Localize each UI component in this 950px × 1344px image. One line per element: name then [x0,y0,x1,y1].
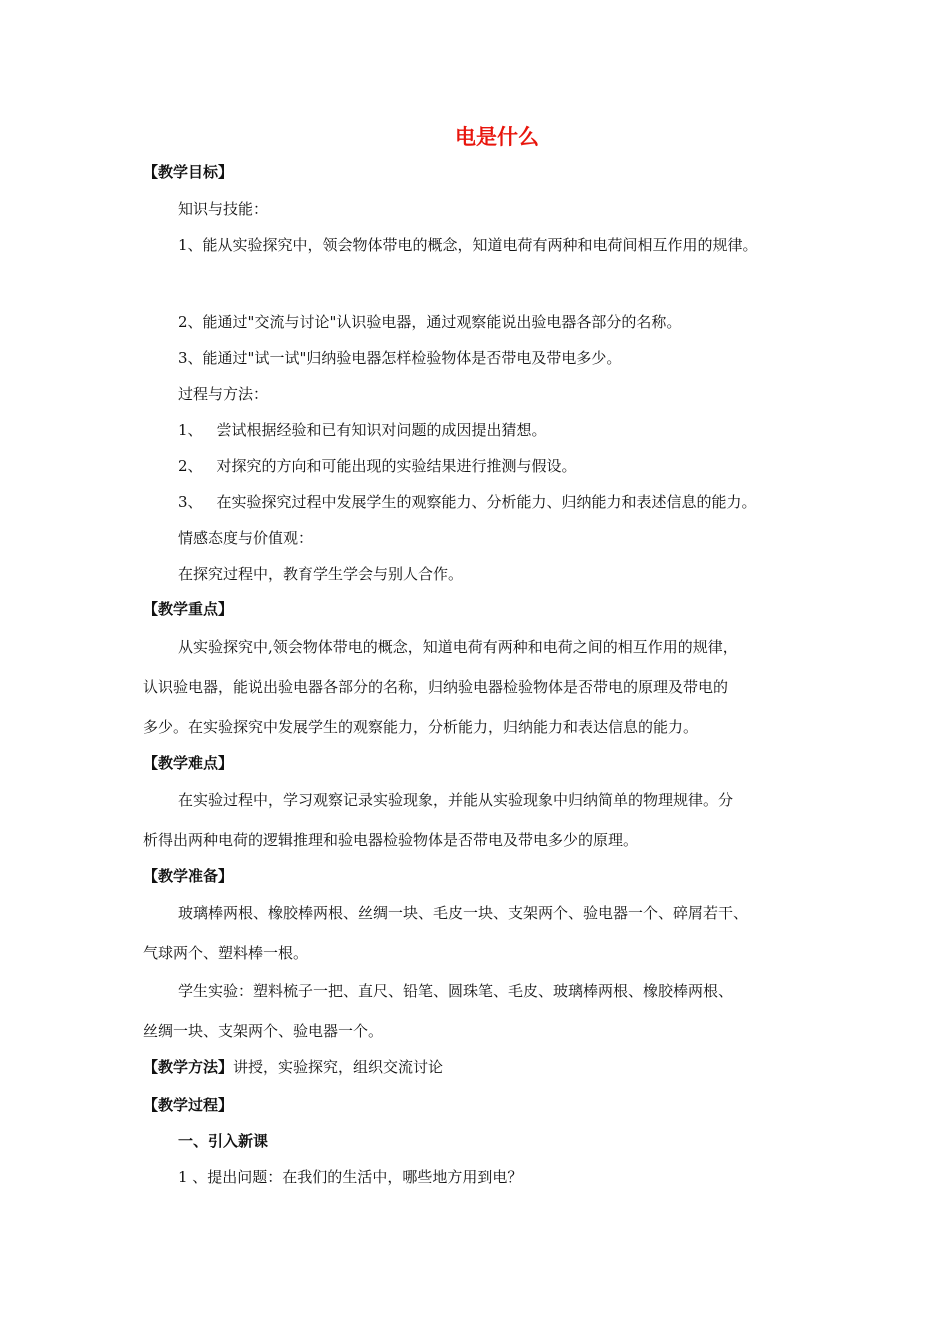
emotion-text: 在探究过程中，教育学生学会与别人合作。 [178,565,464,583]
key-line-1: 从实验探究中,领会物体带电的概念，知道电荷有两种和电荷之间的相互作用的规律， [178,638,738,656]
prep-line-3: 学生实验：塑料梳子一把、直尺、铅笔、圆珠笔、毛皮、玻璃棒两根、橡胶棒两根、 [178,982,734,1000]
difficulty-heading: 【教学难点】 [143,754,234,772]
process-item-2-text: 对探究的方向和可能出现的实验结果进行推测与假设。 [216,457,577,475]
method-text: 讲授，实验探究，组织交流讨论 [233,1058,444,1076]
process-item-1-text: 尝试根据经验和已有知识对问题的成因提出猜想。 [216,421,547,439]
process-title: 过程与方法： [178,385,269,403]
process-item-1-number: 1、 [178,421,203,439]
knowledge-item-2: 2、能通过"交流与讨论"认识验电器，通过观察能说出验电器各部分的名称。 [178,313,682,331]
difficulty-line-2: 析得出两种电荷的逻辑推理和验电器检验物体是否带电及带电多少的原理。 [143,831,639,849]
prep-line-2: 气球两个、塑料棒一根。 [143,944,309,962]
process-item-3-text: 在实验探究过程中发展学生的观察能力、分析能力、归纳能力和表述信息的能力。 [216,493,757,511]
knowledge-item-1: 1、能从实验探究中，领会物体带电的概念，知道电荷有两种和电荷间相互作用的规律。 [178,236,758,254]
section-1-title: 一、引入新课 [178,1132,269,1150]
key-heading: 【教学重点】 [143,600,234,618]
process-item-2 [178,455,577,477]
prep-line-1: 玻璃棒两根、橡胶棒两根、丝绸一块、毛皮一块、支架两个、验电器一个、碎屑若干、 [178,904,749,922]
process-item-2-number: 2、 [178,457,203,475]
key-line-3: 多少。在实验探究中发展学生的观察能力，分析能力，归纳能力和表达信息的能力。 [143,718,699,736]
knowledge-item-3: 3、能通过"试一试"归纳验电器怎样检验物体是否带电及带电多少。 [178,349,622,367]
process-item-3-number: 3、 [178,493,203,511]
key-line-2: 认识验电器，能说出验电器各部分的名称，归纳验电器检验物体是否带电的原理及带电的 [143,678,729,696]
knowledge-title: 知识与技能： [178,200,269,218]
method-line [143,1056,443,1078]
method-heading: 【教学方法】 [143,1058,234,1076]
emotion-title: 情感态度与价值观： [178,529,314,547]
page-title: 电是什么 [455,125,539,149]
process-item-1 [178,419,547,441]
question-1: 1 、提出问题：在我们的生活中，哪些地方用到电？ [178,1168,523,1186]
prep-line-4: 丝绸一块、支架两个、验电器一个。 [143,1022,384,1040]
goals-heading: 【教学目标】 [143,163,234,181]
process-heading: 【教学过程】 [143,1096,234,1114]
difficulty-line-1: 在实验过程中，学习观察记录实验现象，并能从实验现象中归纳简单的物理规律。分 [178,791,734,809]
process-item-3 [178,491,757,513]
prep-heading: 【教学准备】 [143,867,234,885]
